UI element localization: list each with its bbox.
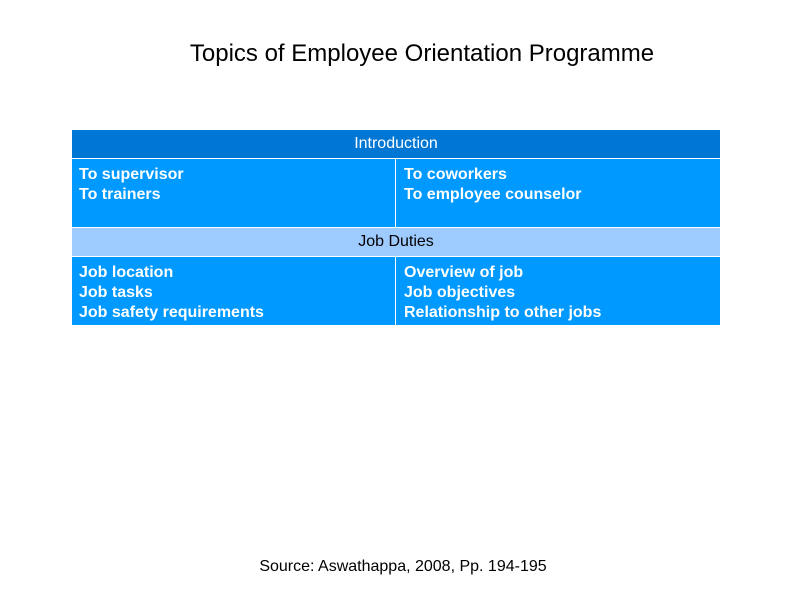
table-row (72, 257, 720, 325)
table-cell-right (396, 159, 720, 227)
table-cell-left (72, 159, 396, 227)
list-item: Job safety requirements (79, 304, 264, 321)
list-item: Relationship to other jobs (404, 304, 602, 321)
table-row (72, 159, 720, 227)
list-item: To trainers (79, 186, 161, 203)
source-citation: Source: Aswathappa, 2008, Pp. 194-195 (259, 558, 547, 575)
topics-table (72, 130, 720, 325)
list-item: Job tasks (79, 284, 153, 301)
page-title: Topics of Employee Orientation Programme (189, 40, 655, 67)
list-item: Job location (79, 264, 174, 281)
table-cell-right (396, 257, 720, 325)
section-heading-job-duties: Job Duties (72, 227, 720, 257)
list-item: To employee counselor (404, 186, 582, 203)
list-item: To supervisor (79, 166, 184, 183)
section-heading-introduction: Introduction (72, 130, 720, 159)
list-item: Overview of job (404, 264, 524, 281)
list-item: Job objectives (404, 284, 516, 301)
list-item: To coworkers (404, 166, 507, 183)
table-cell-left (72, 257, 396, 325)
